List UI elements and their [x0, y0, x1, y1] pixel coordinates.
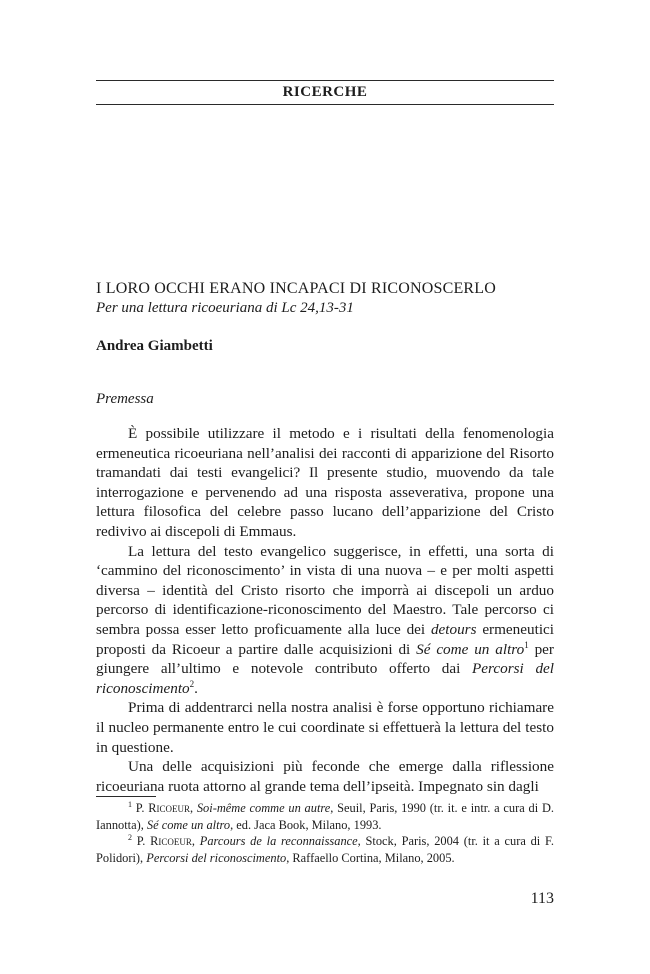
- article-author: Andrea Giambetti: [96, 338, 213, 354]
- paragraph: Una delle acquisizioni più feconde che emerge dalla riflessione ricoeuriana ruota attorno al grande tema dell’ipseità. Impegnato sin dagli: [96, 758, 554, 795]
- footnote-1: $^1$ P. Ricoeur, Soi-même comme un autre, Seuil, Paris, 1990 (tr. it. e intr. a cura di D. Iannotta), Sé come un altro, ed. Jaca Book, Milano, 1993.: [96, 799, 554, 832]
- running-head: RICERCHE: [282, 84, 368, 100]
- paragraph: Prima di addentrarci nella nostra analisi è forse opportuno richiamare il nucleo permanente entro le cui coordinate si effettuerà la lettura del testo in questione.: [96, 699, 554, 756]
- article-title: I LORO OCCHI ERANO INCAPACI DI RICONOSCERLO: [96, 280, 497, 297]
- page-number: 113: [530, 890, 554, 907]
- header-rule-bottom: [96, 104, 554, 105]
- footnotes: [96, 800, 554, 866]
- paragraph: La lettura del testo evangelico suggerisce, in effetti, una sorta di ‘cammino del riconoscimento’ in vista di una nuova – e per molti aspetti diversa – identità del Cristo risorto che imporrà ai discepoli un arduo percorso di identificazione-riconoscimento del Maestro. Tale percorso ci sembra possa esser letto proficuamente alla luce dei detours ermeneutici proposti da Ricoeur a partire dalle acquisizioni di Sé come un altro$^1$ per giungere all’ultimo e notevole contributo offerto dai Percorsi del riconoscimento$^2$.: [96, 542, 554, 697]
- footnote-2: $^2$ P. Ricoeur, Parcours de la reconnaissance, Stock, Paris, 2004 (tr. it a cura di F. Polidori), Percorsi del riconoscimento, Raffaello Cortina, Milano, 2005.: [96, 833, 554, 865]
- paragraph: È possibile utilizzare il metodo e i risultati della fenomenologia ermeneutica ricoeuriana nell’analisi dei racconti di apparizione del Risorto tramandati dai testi evangelici? Il presente studio, muovendo da tale interrogazione e pervenendo ad una risposta asseverativa, propone una lettura filosofica del celebre passo lucano dell’apparizione del Cristo redivivo ai discepoli di Emmaus.: [96, 425, 554, 540]
- header-rule-top: [96, 80, 554, 81]
- footnote-ref-1[interactable]: 1: [524, 639, 529, 650]
- journal-page: [96, 0, 554, 974]
- footnote-separator: [96, 796, 156, 797]
- body-text: [96, 424, 554, 796]
- section-heading: Premessa: [96, 391, 154, 407]
- footnote-ref-2[interactable]: 2: [189, 678, 195, 689]
- article-subtitle: Per una lettura ricoeuriana di Lc 24,13-31: [96, 300, 354, 316]
